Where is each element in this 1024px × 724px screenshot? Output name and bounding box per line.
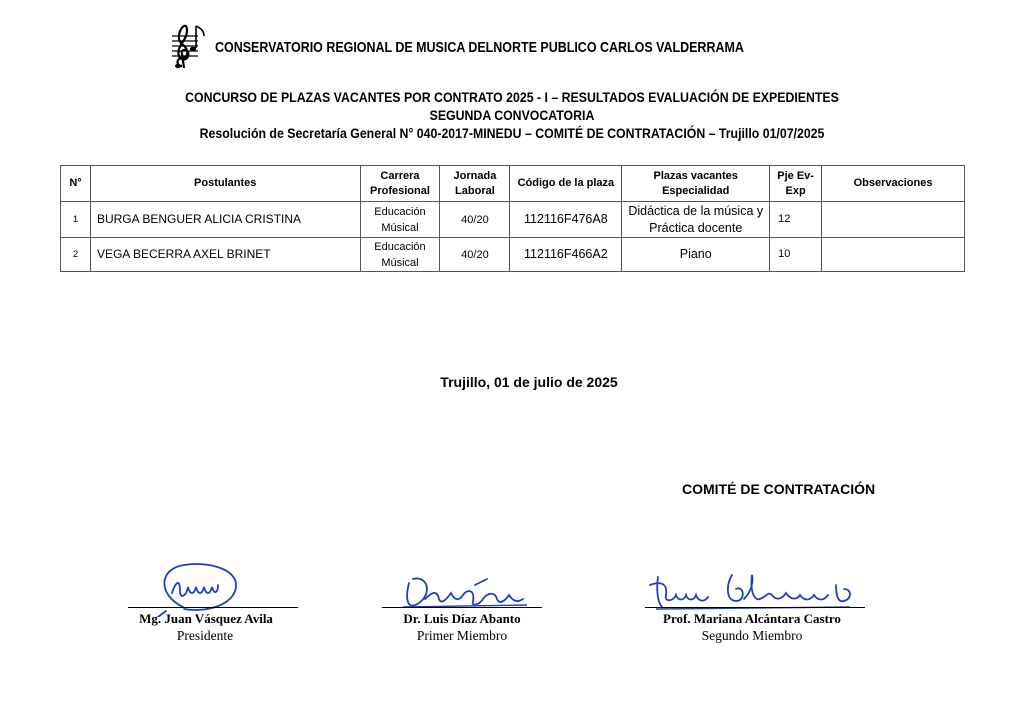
header-carrera-line2: Profesional — [370, 184, 430, 197]
row-codigo: 112116F476A8 — [510, 202, 622, 238]
row-carrera-line1: Educación — [374, 205, 426, 218]
table-row — [61, 238, 965, 272]
committee-title: COMITÉ DE CONTRATACIÓN — [682, 481, 876, 497]
music-clef-icon — [168, 22, 208, 72]
row-especialidad: Piano — [622, 238, 770, 272]
signature-line — [645, 607, 865, 608]
header-carrera-line1: Carrera — [380, 169, 420, 182]
institution-name: CONSERVATORIO REGIONAL DE MUSICA DELNORTE PUBLICO CARLOS VALDERRAMA — [215, 40, 744, 56]
header-plazas — [622, 166, 770, 202]
row-puntaje: 12 — [770, 202, 822, 238]
signature-block-first-member — [347, 555, 587, 650]
header-puntaje — [770, 166, 822, 202]
results-table — [60, 165, 965, 272]
document-header — [0, 22, 1024, 72]
row-carrera-line2: Músical — [381, 221, 419, 234]
row-carrera-line1: Educación — [374, 240, 426, 253]
row-num: 1 — [61, 202, 91, 238]
signer-role: Primer Miembro — [416, 628, 508, 643]
signer-role: Presidente — [176, 628, 234, 643]
row-observaciones — [822, 202, 965, 238]
header-carrera — [360, 166, 440, 202]
header-observaciones: Observaciones — [822, 166, 965, 202]
header-jornada-line1: Jornada — [453, 169, 497, 182]
row-jornada: 40/20 — [440, 202, 510, 238]
header-puntaje-line2: Exp — [785, 184, 806, 197]
header-num: N° — [61, 166, 91, 202]
row-codigo: 112116F466A2 — [510, 238, 622, 272]
signer-name: Dr. Luis Díaz Abanto — [403, 611, 521, 626]
date-line: Trujillo, 01 de julio de 2025 — [440, 374, 618, 390]
row-carrera — [360, 202, 440, 238]
signature-block-second-member — [640, 555, 880, 650]
row-num: 2 — [61, 238, 91, 272]
table-row — [61, 202, 965, 238]
row-especialidad-line2: Práctica docente — [649, 220, 743, 235]
row-observaciones — [822, 238, 965, 272]
row-puntaje: 10 — [770, 238, 822, 272]
signer-role: Segundo Miembro — [701, 628, 803, 643]
table-header-row — [61, 166, 965, 202]
signature-line — [128, 607, 298, 608]
row-carrera — [360, 238, 440, 272]
row-name: BURGA BENGUER ALICIA CRISTINA — [90, 202, 360, 238]
header-plazas-line2: Especialidad — [662, 184, 730, 197]
signature-block-president — [88, 555, 328, 650]
header-jornada — [440, 166, 510, 202]
row-especialidad — [622, 202, 770, 238]
signature-line — [382, 607, 542, 608]
row-carrera-line2: Músical — [381, 256, 419, 269]
header-jornada-line2: Laboral — [455, 184, 495, 197]
call-title: SEGUNDA CONVOCATORIA — [429, 107, 595, 123]
row-especialidad-line1: Didáctica de la música y — [628, 203, 764, 218]
header-codigo: Código de la plaza — [510, 166, 622, 202]
row-name: VEGA BECERRA AXEL BRINET — [90, 238, 360, 272]
resolution-title: Resolución de Secretaría General N° 040-2017-MINEDU – COMITÉ DE CONTRATACIÓN – Trujillo 01/07/2025 — [199, 125, 825, 141]
signer-name: Mg. Juan Vásquez Avila — [139, 611, 273, 626]
signer-name: Prof. Mariana Alcántara Castro — [663, 611, 841, 626]
header-puntaje-line1: Pje Ev- — [777, 169, 814, 182]
document-titles — [0, 88, 1024, 142]
row-jornada: 40/20 — [440, 238, 510, 272]
header-postulantes: Postulantes — [90, 166, 360, 202]
header-plazas-line1: Plazas vacantes — [653, 169, 738, 182]
contest-title: CONCURSO DE PLAZAS VACANTES POR CONTRATO 2025 - I – RESULTADOS EVALUACIÓN DE EXPEDIENTES — [185, 89, 839, 105]
